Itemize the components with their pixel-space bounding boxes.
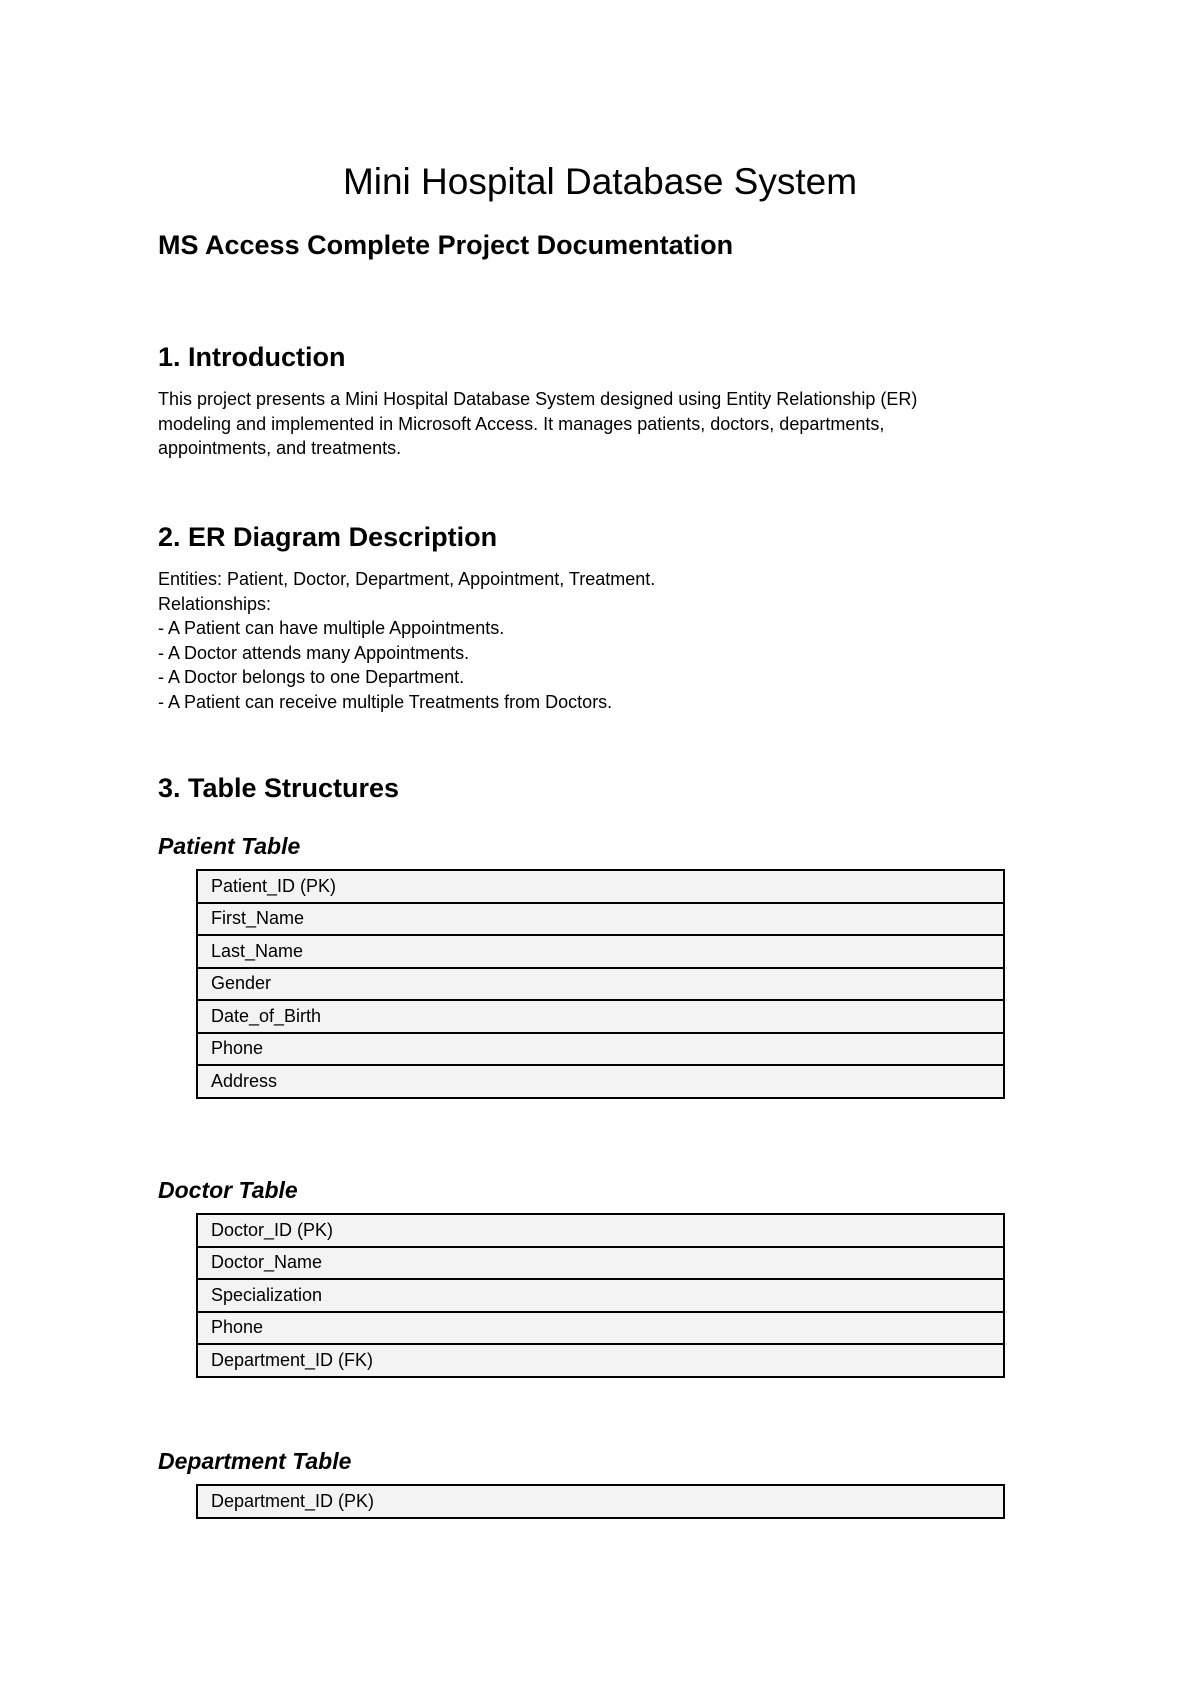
table-row — [197, 1279, 1004, 1312]
document-title: Mini Hospital Database System — [342, 161, 858, 202]
table-row — [197, 1312, 1004, 1345]
paragraph-line: appointments, and treatments. — [158, 438, 402, 458]
table-cell: First_Name — [197, 903, 1004, 936]
department-table — [196, 1484, 1005, 1519]
department-table-title: Department Table — [158, 1448, 352, 1474]
table-cell: Patient_ID (PK) — [197, 870, 1004, 903]
table-cell: Doctor_ID (PK) — [197, 1214, 1004, 1247]
table-row — [197, 1065, 1004, 1098]
table-cell: Gender — [197, 968, 1004, 1001]
relationship-item: - A Doctor belongs to one Department. — [158, 667, 465, 687]
document-subtitle: MS Access Complete Project Documentation — [158, 230, 734, 260]
doctor-table-title: Doctor Table — [158, 1177, 298, 1203]
table-cell: Doctor_Name — [197, 1247, 1004, 1280]
relationship-item: - A Patient can receive multiple Treatments from Doctors. — [158, 691, 613, 712]
section-heading-introduction: 1. Introduction — [158, 342, 346, 372]
patient-table — [196, 869, 1005, 1099]
table-cell: Phone — [197, 1312, 1004, 1345]
relationship-item: - A Doctor attends many Appointments. — [158, 642, 470, 663]
table-row — [197, 1344, 1004, 1377]
relationships-label: Relationships: — [158, 593, 272, 614]
table-cell: Specialization — [197, 1279, 1004, 1312]
patient-table-title: Patient Table — [158, 833, 301, 859]
table-cell: Phone — [197, 1033, 1004, 1066]
table-row — [197, 968, 1004, 1001]
table-cell: Department_ID (PK) — [197, 1485, 1004, 1518]
doctor-table — [196, 1213, 1005, 1378]
table-row — [197, 1485, 1004, 1518]
table-row — [197, 1214, 1004, 1247]
table-row — [197, 903, 1004, 936]
table-row — [197, 1000, 1004, 1033]
table-cell: Date_of_Birth — [197, 1000, 1004, 1033]
table-row — [197, 1033, 1004, 1066]
table-row — [197, 935, 1004, 968]
table-row — [197, 870, 1004, 903]
table-cell: Department_ID (FK) — [197, 1344, 1004, 1377]
paragraph-line: modeling and implemented in Microsoft Access. It manages patients, doctors, departments, — [158, 413, 885, 434]
table-cell: Address — [197, 1065, 1004, 1098]
section-heading-table-structures: 3. Table Structures — [158, 773, 400, 803]
introduction-paragraph — [158, 387, 1038, 461]
table-cell: Last_Name — [197, 935, 1004, 968]
er-diagram-paragraph — [158, 567, 1038, 714]
relationship-item: - A Patient can have multiple Appointments. — [158, 618, 505, 638]
entities-line: Entities: Patient, Doctor, Department, Appointment, Treatment. — [158, 569, 656, 589]
section-heading-er-diagram: 2. ER Diagram Description — [158, 522, 498, 552]
table-row — [197, 1247, 1004, 1280]
paragraph-line: This project presents a Mini Hospital Database System designed using Entity Relationship (ER) — [158, 389, 918, 409]
